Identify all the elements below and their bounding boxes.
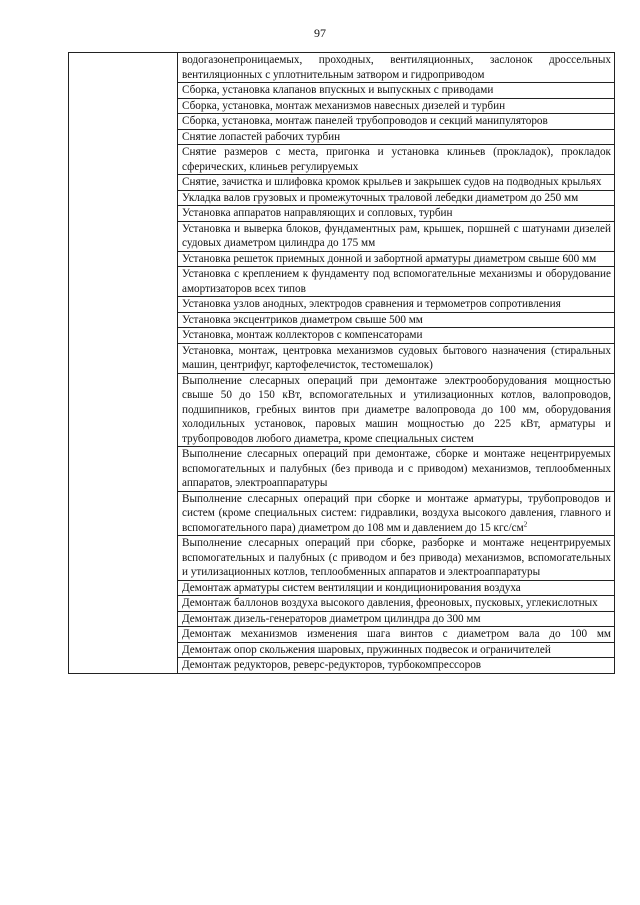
work-item-text: Демонтаж редукторов, реверс-редукторов, турбокомпрессоров (182, 659, 482, 671)
work-item-text: Установка и выверка блоков, фундаментных рам, крышек, поршней с шатунами дизелей судовых диаметром цилиндра до 175 мм (182, 222, 611, 249)
work-item-cell (178, 297, 615, 313)
work-item-cell (178, 251, 615, 267)
work-item-cell (178, 206, 615, 222)
work-item-text: Демонтаж механизмов изменения шага винтов с диаметром вала до 100 мм (182, 628, 611, 640)
work-item-text: Снятие, зачистка и шлифовка кромок крыльев и закрышек судов на подводных крыльях (182, 176, 602, 188)
work-item-text: Установка решеток приемных донной и забортной арматуры диаметром свыше 600 мм (182, 252, 597, 265)
work-item-cell (178, 190, 615, 206)
work-list-table (68, 52, 615, 674)
work-item-cell (178, 343, 615, 373)
work-item-cell (178, 129, 615, 145)
work-item-cell (178, 83, 615, 99)
work-item-text: Выполнение слесарных операций при демонтаже, сборке и монтаже нецентрируемых вспомогательных и палубных (без привода и с приводом) механизмов, теплообменных аппаратов, электроаппаратуры (182, 448, 611, 489)
work-item-text: Демонтаж арматуры систем вентиляции и кондиционирования воздуха (182, 581, 521, 594)
work-item-cell (178, 267, 615, 297)
work-item-text: Установка, монтаж, центровка механизмов судовых бытового назначения (стиральных машин, центрифуг, картофелечисток, тестомешалок) (182, 344, 611, 371)
work-item-text: Установка эксцентриков диаметром свыше 500 мм (182, 313, 423, 326)
work-item-cell (178, 175, 615, 191)
work-item-cell (178, 642, 615, 658)
work-item-text: Выполнение слесарных операций при сборке и монтаже арматуры, трубопроводов и систем (кроме специальных систем: гидравлики, воздуха высокого давления, главного и вспомогательного пара) диаметром до 108 мм и давлением до 15 кгс/см (182, 492, 611, 534)
empty-left-column (69, 53, 178, 674)
work-item-text: Выполнение слесарных операций при сборке, разборке и монтаже нецентрируемых вспомогательных и палубных (с приводом и без привода) механизмов, вспомогательных и утилизационных котлов, теплообменных аппаратов и электроаппаратуры (182, 537, 611, 578)
work-item-cell (178, 627, 615, 643)
work-item-cell (178, 447, 615, 492)
work-item-cell (178, 611, 615, 627)
work-item-cell (178, 491, 615, 536)
work-item-cell (178, 580, 615, 596)
work-item-text: Демонтаж баллонов воздуха высокого давления, фреоновых, пусковых, углекислотных (182, 597, 598, 609)
work-item-text: Укладка валов грузовых и промежуточных траловой лебедки диаметром до 250 мм (182, 191, 579, 204)
work-item-cell (178, 221, 615, 251)
table-body (69, 53, 615, 674)
work-item-text: Установка с креплением к фундаменту под вспомогательные механизмы и оборудование амортизаторов всех типов (182, 268, 611, 295)
work-item-cell (178, 328, 615, 344)
work-item-text: Установка, монтаж коллекторов с компенсаторами (182, 329, 423, 341)
page-number: 97 (314, 26, 326, 40)
work-item-cell (178, 53, 615, 83)
work-item-cell (178, 596, 615, 612)
work-item-cell (178, 98, 615, 114)
work-item-text: Выполнение слесарных операций при демонтаже электрооборудования мощностью свыше 50 до 150 кВт, вспомогательных и утилизационных котлов, валопроводов, подшипников, гребных винтов при диаметре валопровода до 100 мм, оборудования холодильных установок, паровых машин мощностью до 225 кВт, арматуры и трубопроводов любого диаметра, кроме специальных систем (182, 374, 611, 445)
work-item-cell (178, 114, 615, 130)
work-item-cell (178, 145, 615, 175)
work-item-text: водогазонепроницаемых, проходных, вентиляционных, заслонок дроссельных вентиляционных с уплотнительным затвором и гидроприводом (182, 54, 611, 81)
work-item-text: Сборка, установка, монтаж механизмов навесных дизелей и турбин (182, 99, 506, 112)
table-row (69, 53, 615, 83)
work-item-text: Демонтаж опор скольжения шаровых, пружинных подвесок и ограничителей (182, 643, 551, 656)
superscript: 2 (523, 519, 528, 528)
work-item-cell (178, 536, 615, 581)
work-item-cell (178, 312, 615, 328)
work-item-text: Снятие размеров с места, пригонка и установка клиньев (прокладок), прокладок сферических, клиньев регулируемых (182, 146, 611, 173)
work-item-cell (178, 373, 615, 447)
work-item-text: Снятие лопастей рабочих турбин (182, 130, 341, 143)
work-item-text: Сборка, установка, монтаж панелей трубопроводов и секций манипуляторов (182, 115, 548, 127)
work-item-text: Демонтаж дизель-генераторов диаметром цилиндра до 300 мм (182, 612, 481, 625)
work-item-text: Установка узлов анодных, электродов сравнения и термометров сопротивления (182, 298, 561, 310)
work-item-text: Установка аппаратов направляющих и сопловых, турбин (182, 207, 453, 219)
work-item-text: Сборка, установка клапанов впускных и выпускных с приводами (182, 84, 494, 96)
work-item-cell (178, 658, 615, 674)
